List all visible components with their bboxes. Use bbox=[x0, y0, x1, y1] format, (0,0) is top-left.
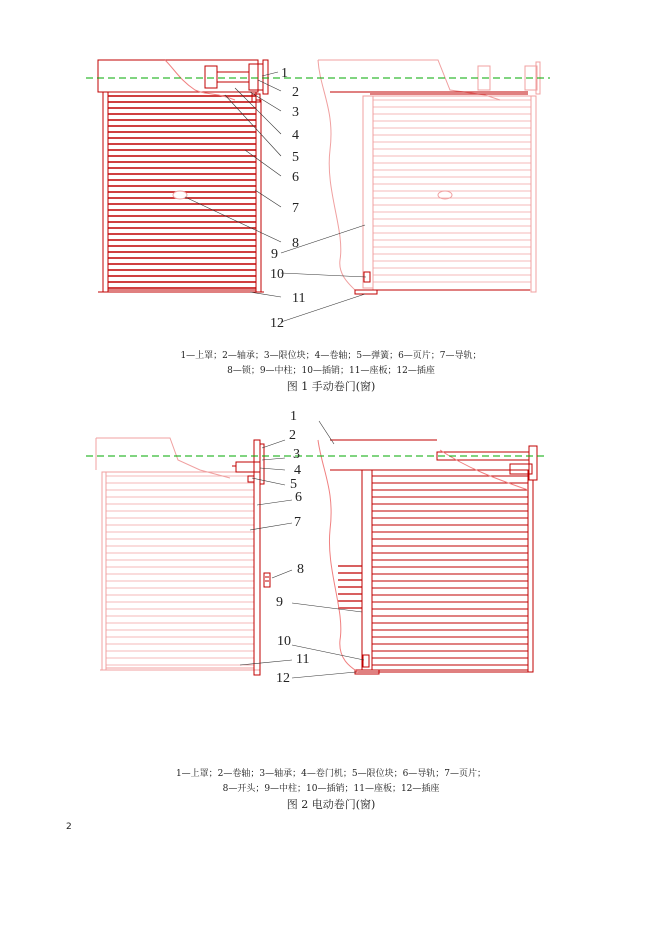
fig2-callout: 12 bbox=[276, 671, 290, 686]
fig2-break-line bbox=[318, 440, 358, 672]
fig1-callout: 2 bbox=[292, 85, 299, 100]
fig2-leaders bbox=[240, 421, 364, 678]
fig2-callout: 4 bbox=[294, 463, 301, 478]
fig2-left-guide-rail bbox=[254, 440, 260, 675]
fig1-lock bbox=[173, 191, 187, 199]
fig1-callout: 4 bbox=[292, 128, 299, 143]
fig1-callouts bbox=[270, 66, 305, 331]
fig1-end-bearing bbox=[249, 64, 263, 90]
page-number: 2 bbox=[66, 822, 72, 832]
fig1-break-line bbox=[165, 60, 235, 100]
fig2-door-motor bbox=[236, 462, 260, 472]
fig2-callout: 1 bbox=[290, 409, 297, 424]
fig1-legend-line2: 8—锁；9—中柱；10—插销；11—座板；12—插座 bbox=[227, 366, 435, 376]
fig2-callout: 3 bbox=[293, 447, 300, 462]
fig2-left-slats-frame bbox=[106, 472, 254, 668]
fig1-legend-line1: 1—上罩；2—轴承；3—限位块；4—卷轴；5—弹簧；6—页片；7—导轨； bbox=[180, 351, 482, 361]
fig1-left-door bbox=[98, 60, 268, 292]
fig1-callout: 6 bbox=[292, 170, 299, 185]
fig2-legend-line2: 8—开头；9—中柱；10—插销；11—座板；12—插座 bbox=[222, 784, 440, 794]
fig1-title: 图 1 手动卷门(窗) bbox=[286, 380, 376, 393]
fig2-callout: 9 bbox=[276, 595, 283, 610]
fig2-bolt bbox=[363, 655, 369, 667]
fig1-callout: 5 bbox=[292, 150, 299, 165]
fig1-right-rail bbox=[256, 100, 261, 292]
fig1-callout: 9 bbox=[271, 247, 278, 262]
fig2-center-post bbox=[362, 470, 372, 670]
fig1-center-post bbox=[363, 96, 373, 288]
fig2-callout: 8 bbox=[297, 562, 304, 577]
fig2-callout: 6 bbox=[295, 490, 302, 505]
fig2-callout: 11 bbox=[296, 652, 310, 667]
fig1-right-rail bbox=[531, 96, 536, 292]
fig2-callout: 10 bbox=[277, 634, 291, 649]
fig2-right-bearing bbox=[529, 446, 537, 480]
fig2-callout: 7 bbox=[294, 515, 301, 530]
fig1-reel-shaft bbox=[217, 72, 249, 82]
fig1-callout: 7 bbox=[292, 201, 299, 216]
figure2-drawing bbox=[86, 409, 548, 686]
fig2-title: 图 2 电动卷门(窗) bbox=[286, 798, 376, 811]
fig2-legend-line1: 1—上罩；2—卷轴；3—轴承；4—卷门机；5—限位块；6—导轨；7—页片； bbox=[175, 769, 487, 779]
fig1-bearing-block bbox=[205, 66, 217, 88]
fig2-callouts bbox=[276, 409, 309, 686]
fig2-slat-stubs bbox=[338, 566, 362, 608]
fig1-callout: 10 bbox=[270, 267, 284, 282]
figure1-drawing bbox=[86, 60, 550, 331]
fig1-left-rail bbox=[103, 92, 108, 292]
fig2-callout: 5 bbox=[290, 477, 297, 492]
fig2-switch bbox=[264, 573, 270, 587]
fig2-right-slats-frame bbox=[372, 470, 528, 670]
fig1-callout: 11 bbox=[292, 291, 306, 306]
fig1-callout: 12 bbox=[270, 316, 284, 331]
fig1-right-door bbox=[318, 60, 540, 292]
fig2-bearing bbox=[260, 444, 264, 484]
fig2-callout: 2 bbox=[289, 428, 296, 443]
fig2-right-rail bbox=[528, 480, 533, 672]
fig2-left-door bbox=[96, 438, 260, 670]
fig1-leaders bbox=[185, 72, 366, 322]
fig1-end-plate bbox=[263, 60, 268, 94]
fig1-right-break-line bbox=[318, 60, 355, 290]
fig2-right-door bbox=[330, 440, 537, 674]
fig2-limit-block bbox=[248, 476, 254, 482]
fig1-callout: 3 bbox=[292, 105, 299, 120]
fig1-callout: 8 bbox=[292, 236, 299, 251]
fig1-socket bbox=[355, 290, 377, 294]
fig1-top-cover bbox=[98, 60, 258, 92]
fig2-left-slats bbox=[106, 476, 254, 665]
fig2-left-rail bbox=[102, 472, 106, 670]
fig1-right-slats bbox=[373, 100, 531, 282]
fig2-right-slats bbox=[372, 476, 528, 665]
fig1-callout: 1 bbox=[281, 66, 288, 81]
